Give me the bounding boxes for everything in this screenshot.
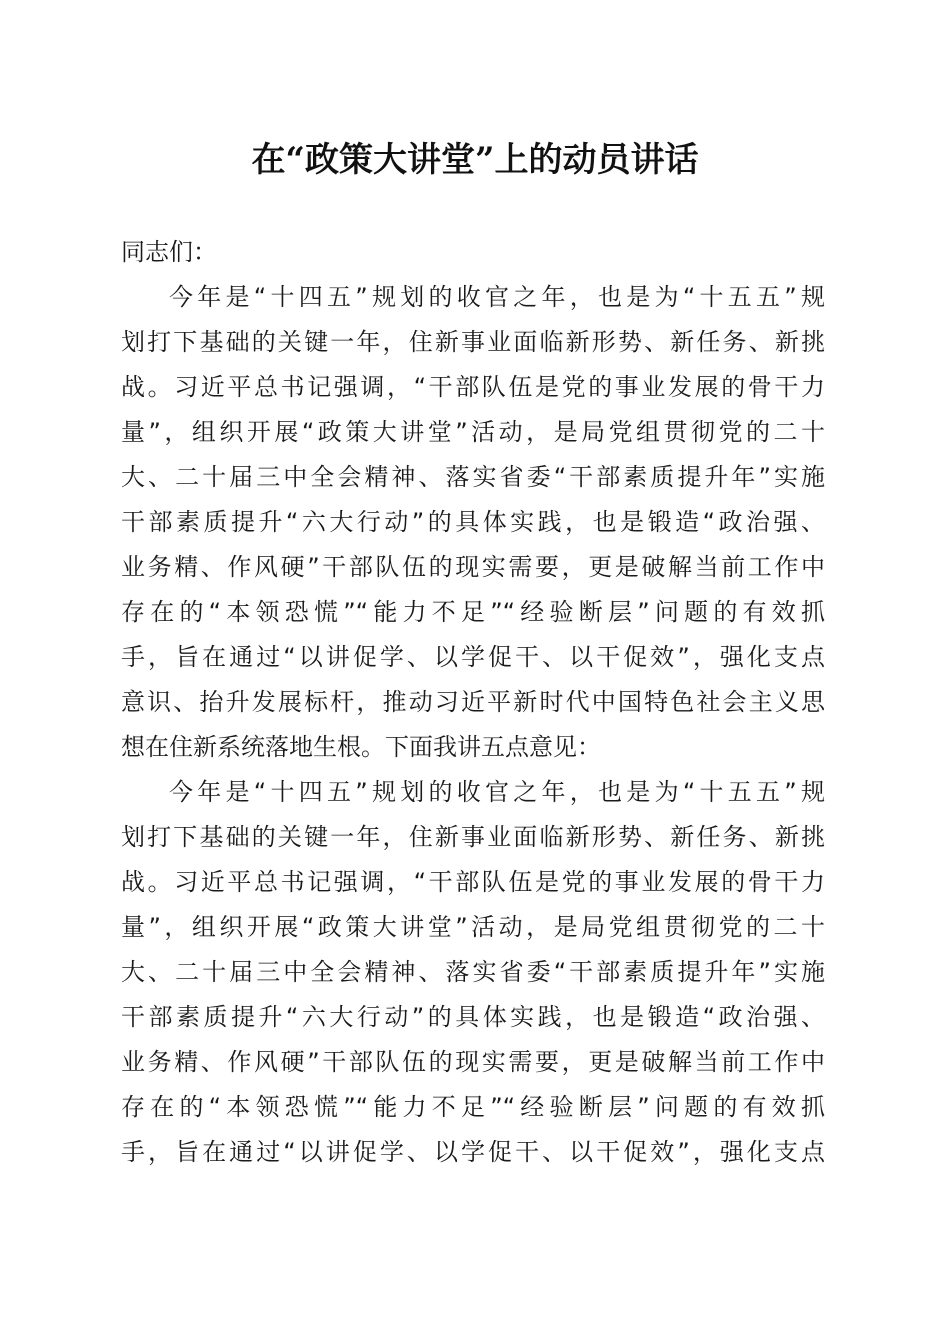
paragraph-line: 手，旨在通过“以讲促学、以学促干、以干促效”，强化支点 — [121, 643, 825, 671]
paragraph-2 — [121, 770, 825, 1175]
paragraph-line: 大、二十届三中全会精神、落实省委“干部素质提升年”实施 — [121, 958, 825, 986]
paragraph-line: 手，旨在通过“以讲促学、以学促干、以干促效”，强化支点 — [121, 1138, 825, 1166]
paragraph-line: 干部素质提升“六大行动”的具体实践，也是锻造“政治强、 — [121, 508, 825, 536]
document-title: 在“政策大讲堂”上的动员讲话 — [251, 140, 699, 180]
paragraph-line: 意识、抬升发展标杆，推动习近平新时代中国特色社会主义思 — [121, 688, 825, 716]
paragraph-line: 战。习近平总书记强调，“干部队伍是党的事业发展的骨干力 — [121, 868, 825, 896]
document-body — [121, 230, 825, 1175]
paragraph-line: 今年是“十四五”规划的收官之年，也是为“十五五”规 — [169, 283, 825, 311]
paragraph-line: 划打下基础的关键一年，住新事业面临新形势、新任务、新挑 — [121, 328, 825, 356]
paragraph-line: 存在的“本领恐慌”“能力不足”“经验断层”问题的有效抓 — [121, 1093, 825, 1121]
paragraph-line: 业务精、作风硬”干部队伍的现实需要，更是破解当前工作中 — [121, 553, 825, 581]
paragraph-line: 今年是“十四五”规划的收官之年，也是为“十五五”规 — [169, 778, 825, 806]
paragraph-line: 战。习近平总书记强调，“干部队伍是党的事业发展的骨干力 — [121, 373, 825, 401]
paragraph-line: 业务精、作风硬”干部队伍的现实需要，更是破解当前工作中 — [121, 1048, 825, 1076]
paragraph-line: 量”，组织开展“政策大讲堂”活动，是局党组贯彻党的二十 — [121, 418, 825, 446]
salutation: 同志们： — [121, 238, 217, 266]
paragraph-1 — [121, 275, 825, 770]
paragraph-line: 存在的“本领恐慌”“能力不足”“经验断层”问题的有效抓 — [121, 598, 825, 626]
paragraph-line: 想在住新系统落地生根。下面我讲五点意见： — [121, 733, 601, 761]
paragraph-line: 量”，组织开展“政策大讲堂”活动，是局党组贯彻党的二十 — [121, 913, 825, 941]
paragraph-line: 划打下基础的关键一年，住新事业面临新形势、新任务、新挑 — [121, 823, 825, 851]
paragraph-line: 大、二十届三中全会精神、落实省委“干部素质提升年”实施 — [121, 463, 825, 491]
paragraph-line: 干部素质提升“六大行动”的具体实践，也是锻造“政治强、 — [121, 1003, 825, 1031]
